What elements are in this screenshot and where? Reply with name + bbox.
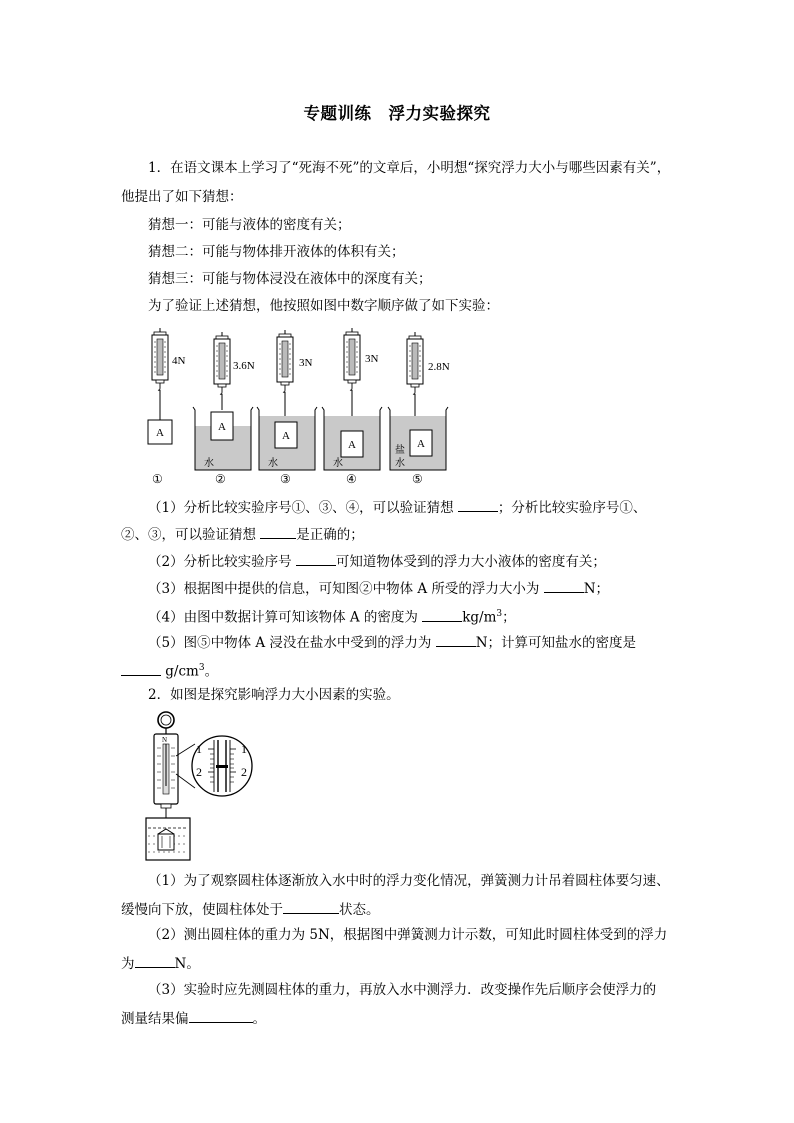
- zoom-mark-2-left: 2: [196, 765, 202, 779]
- page-title: 专题训练 浮力实验探究: [303, 104, 491, 123]
- object-a-label-5: A: [417, 438, 425, 450]
- object-a-label: A: [156, 427, 164, 439]
- q2-answer-blank-3[interactable]: [189, 1008, 253, 1023]
- water-label-5: 水: [395, 458, 405, 469]
- q1-guess-3: 猜想三：可能与物体浸没在液体中的深度有关；: [148, 271, 432, 287]
- q2-part3-line1: （3）实验时应先测圆柱体的重力，再放入水中测浮力．改变操作先后顺序会使浮力的: [148, 982, 657, 998]
- object-a-label-4: A: [348, 439, 356, 451]
- q1-guess-1: 猜想一：可能与液体的密度有关；: [148, 217, 351, 233]
- zoom-mark-1-left: 1: [196, 742, 202, 756]
- q2-cylinder: [158, 834, 174, 850]
- reading-4: 3N: [365, 353, 379, 365]
- q2-intro: 2．如图是探究影响浮力大小因素的实验。: [148, 687, 400, 703]
- q2-part3-line2: 测量结果偏 。: [121, 1008, 266, 1028]
- answer-blank-4[interactable]: [422, 607, 462, 622]
- water-label-3: 水: [268, 458, 278, 469]
- q2-part1-line2: 缓慢向下放，使圆柱体处于 状态。: [121, 899, 380, 919]
- q1-part1-line2: ②、③，可以验证猜想 是正确的；: [121, 524, 364, 544]
- figure-number-2: ②: [215, 472, 226, 486]
- q1-part1-line1: （1）分析比较实验序号①、③、④，可以验证猜想 ；分析比较实验序号①、: [148, 497, 646, 517]
- water-label-4: 水: [333, 458, 343, 469]
- q1-intro-line1: 1．在语文课本上学习了“死海不死”的文章后，小明想“探究浮力大小与哪些因素有关”，: [148, 160, 671, 176]
- figure-number-5: ⑤: [412, 472, 423, 486]
- q1-experiment-figure: [130, 326, 470, 488]
- answer-blank-1a[interactable]: [458, 497, 498, 512]
- q2-part2-line2: 为 N。: [121, 953, 200, 973]
- figure-number-1: ①: [152, 472, 163, 486]
- reading-1: 4N: [172, 355, 186, 367]
- scale-unit-label: N: [162, 736, 168, 744]
- q1-part5-line1: （5）图⑤中物体 A 浸没在盐水中受到的浮力为 N；计算可知盐水的密度是: [148, 632, 636, 652]
- q2-answer-blank-2[interactable]: [135, 953, 175, 968]
- reading-2: 3.6N: [233, 360, 255, 372]
- answer-blank-5a[interactable]: [436, 632, 476, 647]
- q1-method: 为了验证上述猜想，他按照如图中数字顺序做了如下实验：: [148, 298, 499, 314]
- answer-blank-3[interactable]: [544, 578, 584, 593]
- scale-4: [344, 328, 360, 390]
- q2-answer-blank-1[interactable]: [283, 899, 339, 914]
- answer-blank-1b[interactable]: [260, 524, 296, 539]
- scale-3: [277, 330, 293, 392]
- q1-intro-line2: 他提出了如下猜想：: [121, 189, 243, 205]
- zoom-mark-2-right: 2: [241, 765, 247, 779]
- figure-number-4: ④: [346, 472, 357, 486]
- q1-part4: （4）由图中数据计算可知该物体 A 的密度为 $kg/m^3$；: [148, 605, 516, 627]
- answer-blank-5b[interactable]: [121, 661, 161, 676]
- q1-part3: （3）根据图中提供的信息，可知图②中物体 A 所受的浮力大小为 N；: [148, 578, 609, 598]
- object-a-label-2: A: [218, 421, 226, 433]
- scale-1: [152, 328, 168, 390]
- reading-3: 3N: [299, 357, 313, 369]
- q2-part2-line1: （2）测出圆柱体的重力为 5N，根据图中弹簧测力计示数，可知此时圆柱体受到的浮力: [148, 927, 668, 943]
- q1-guess-2: 猜想二：可能与物体排开液体的体积有关；: [148, 244, 405, 260]
- answer-blank-2[interactable]: [296, 551, 336, 566]
- scale-2: [214, 332, 230, 394]
- q2-experiment-figure: [140, 710, 270, 862]
- salt-label-5: 盐: [395, 445, 405, 456]
- scale-5: [407, 332, 423, 394]
- figure-number-3: ③: [280, 472, 291, 486]
- reading-5: 2.8N: [428, 361, 450, 373]
- zoom-mark-1-right: 1: [241, 742, 247, 756]
- q2-part1-line1: （1）为了观察圆柱体逐渐放入水中时的浮力变化情况，弹簧测力计吊着圆柱体要匀速、: [148, 873, 670, 889]
- q1-part2: （2）分析比较实验序号 可知道物体受到的浮力大小液体的密度有关；: [148, 551, 606, 571]
- q1-part5-line2: $g/cm^3$。: [121, 659, 218, 681]
- object-a-label-3: A: [282, 430, 290, 442]
- water-label-2: 水: [204, 458, 214, 469]
